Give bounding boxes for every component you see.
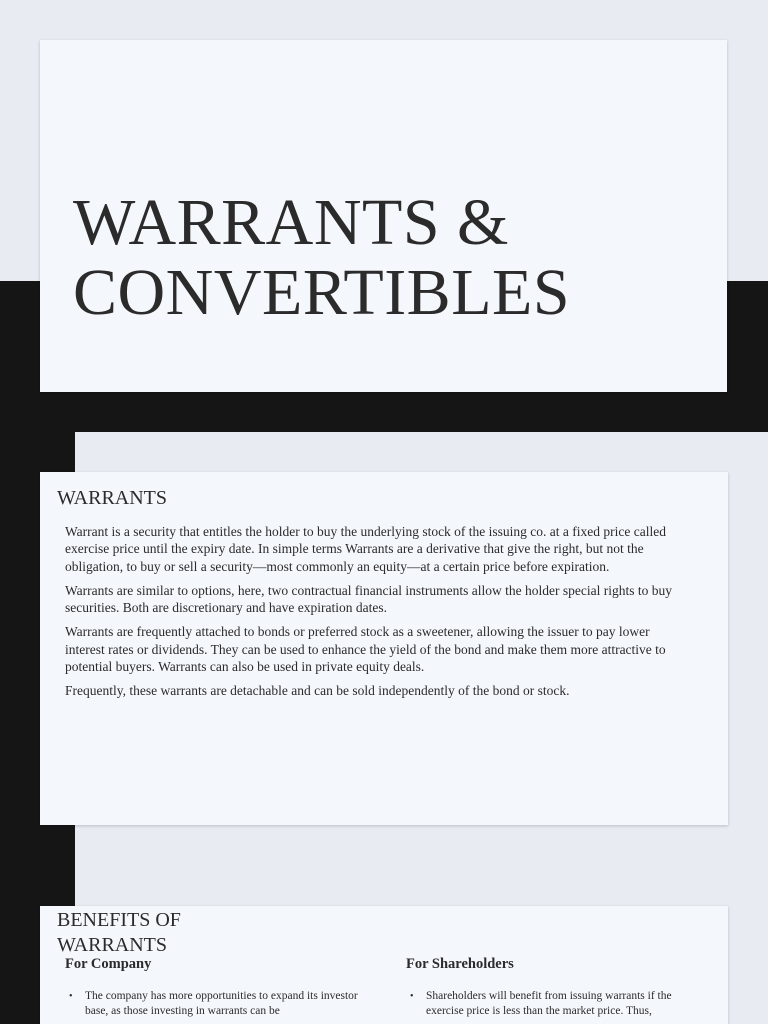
title-line-2: CONVERTIBLES [73, 256, 571, 329]
for-company-column [65, 956, 365, 1019]
bullet-icon: • [69, 991, 73, 1002]
for-shareholders-label: For Shareholders [406, 956, 514, 972]
warrants-slide [0, 432, 768, 866]
list-item [410, 989, 706, 1019]
for-company-list [65, 989, 365, 1019]
warrants-paragraph-4: Frequently, these warrants are detachable and can be sold independently of the bond or stock. [65, 683, 570, 699]
for-shareholders-list [406, 989, 706, 1019]
title-line-1: WARRANTS & [73, 186, 509, 259]
for-company-label: For Company [65, 956, 152, 972]
warrants-paragraph-2: Warrants are similar to options, here, two contractual financial instruments allow the holder special rights to buy securities. Both are discretionary and have expiration dates. [65, 582, 672, 616]
benefits-slide [0, 866, 768, 1024]
warrants-heading: WARRANTS [57, 487, 168, 509]
for-shareholders-column [406, 956, 706, 1019]
title-card [40, 40, 727, 392]
warrants-paragraph-1: Warrant is a security that entitles the holder to buy the underlying stock of the issuing co. at a fixed price called exercise price until the expiry date. In simple terms Warrants are a derivative that give the right, but not the obligation, to buy or sell a security—most commonly an equity—at a certain price before expiration. [65, 524, 666, 574]
benefits-card [40, 906, 728, 1024]
warrants-body [65, 523, 685, 707]
bullet-icon: • [410, 991, 414, 1002]
title-slide [0, 0, 768, 432]
list-item-text: The company has more opportunities to expand its investor base, as those investing in warrants can be [85, 990, 358, 1017]
benefits-heading-line-1: BENEFITS OF [57, 909, 181, 931]
warrants-card [40, 472, 728, 825]
benefits-heading [57, 908, 237, 958]
list-item [69, 989, 365, 1019]
benefits-heading-line-2: WARRANTS [57, 934, 168, 956]
slide-title [73, 188, 570, 328]
warrants-paragraph-3: Warrants are frequently attached to bonds or preferred stock as a sweetener, allowing the issuer to pay lower interest rates or dividends. They can be used to enhance the yield of the bond and make them more attractive to potential buyers. Warrants can also be used in private equity deals. [65, 624, 666, 675]
list-item-text: Shareholders will benefit from issuing warrants if the exercise price is less than the market price. Thus, [426, 990, 672, 1017]
